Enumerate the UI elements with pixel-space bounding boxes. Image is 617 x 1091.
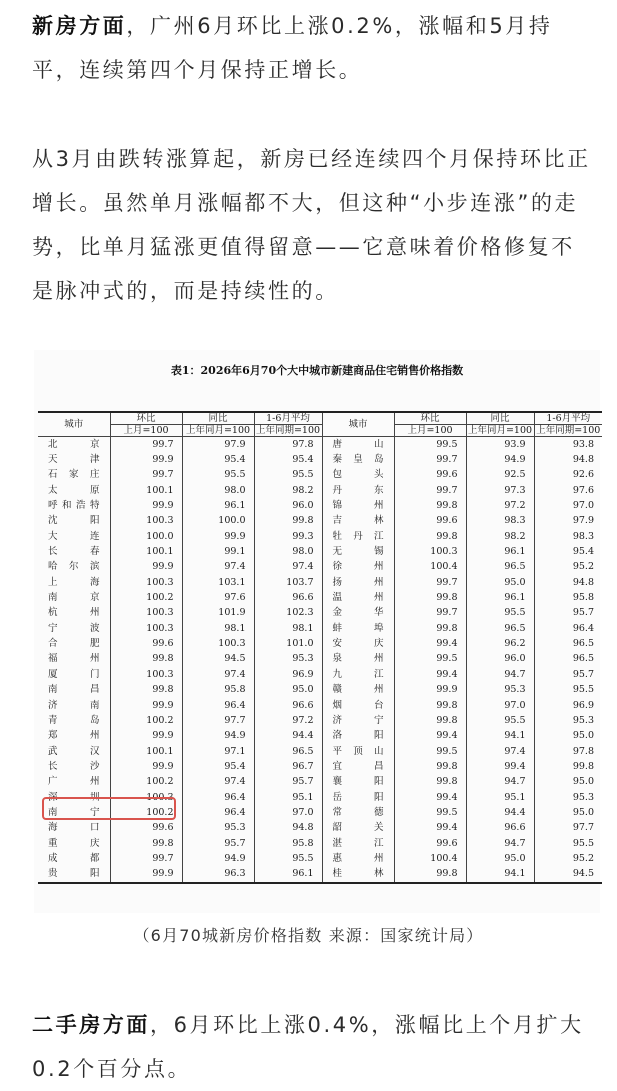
- value-cell: 94.8: [254, 821, 322, 836]
- paragraph-resale-homes-text: ，6月环比上涨0.4%，涨幅比上个月扩大0.2个百分点。: [32, 1013, 584, 1081]
- value-cell: 99.9: [394, 683, 466, 698]
- value-cell: 97.4: [182, 667, 254, 682]
- city-cell: 桂 林: [322, 867, 394, 883]
- value-cell: 97.6: [534, 483, 602, 498]
- table-row: [38, 744, 602, 759]
- value-cell: 92.5: [466, 468, 534, 483]
- value-cell: 94.8: [534, 575, 602, 590]
- value-cell: 99.8: [394, 759, 466, 774]
- value-cell: 94.5: [534, 867, 602, 883]
- value-cell: 100.0: [110, 529, 182, 544]
- table-row: [38, 667, 602, 682]
- city-cell: 福 州: [48, 653, 100, 665]
- value-cell: 95.0: [534, 775, 602, 790]
- value-cell: 99.8: [110, 836, 182, 851]
- city-cell: 扬 州: [322, 575, 394, 590]
- value-cell: 97.0: [534, 498, 602, 513]
- value-cell: 100.0: [182, 514, 254, 529]
- paragraph-new-homes: [32, 4, 592, 92]
- value-cell: 95.2: [534, 851, 602, 866]
- value-cell: 98.1: [254, 621, 322, 636]
- value-cell: 99.3: [254, 529, 322, 544]
- value-cell: 97.4: [466, 744, 534, 759]
- city-cell: 济 宁: [322, 713, 394, 728]
- value-cell: 96.3: [182, 867, 254, 883]
- value-cell: 95.4: [534, 544, 602, 559]
- table-row: [38, 851, 602, 866]
- value-cell: 99.9: [110, 729, 182, 744]
- value-cell: 99.9: [110, 498, 182, 513]
- value-cell: 100.1: [110, 483, 182, 498]
- city-cell: 合 肥: [48, 638, 100, 650]
- city-cell: 沈 阳: [48, 515, 100, 527]
- table-row: [38, 452, 602, 467]
- value-cell: 99.4: [466, 759, 534, 774]
- city-cell: 上 海: [48, 576, 100, 588]
- value-cell: 95.0: [534, 729, 602, 744]
- value-cell: 96.1: [182, 498, 254, 513]
- header-mom-right: 环比: [394, 412, 466, 425]
- header-city-right: 城市: [322, 412, 394, 437]
- value-cell: 95.1: [466, 790, 534, 805]
- value-cell: 96.2: [466, 636, 534, 651]
- value-cell: 97.6: [182, 590, 254, 605]
- city-cell: 徐 州: [322, 560, 394, 575]
- city-cell: 郑 州: [48, 730, 100, 742]
- value-cell: 95.5: [466, 606, 534, 621]
- city-cell: 哈尔滨: [48, 561, 100, 573]
- value-cell: 99.6: [110, 636, 182, 651]
- city-cell: 成 都: [48, 852, 100, 864]
- table-row: [38, 560, 602, 575]
- city-cell: 呼和浩特: [48, 500, 100, 512]
- value-cell: 95.4: [254, 452, 322, 467]
- value-cell: 99.4: [394, 729, 466, 744]
- value-cell: 96.9: [534, 698, 602, 713]
- value-cell: 99.7: [394, 452, 466, 467]
- value-cell: 98.0: [182, 483, 254, 498]
- table-row: [38, 836, 602, 851]
- value-cell: 97.0: [466, 698, 534, 713]
- value-cell: 99.8: [394, 775, 466, 790]
- value-cell: 99.1: [182, 544, 254, 559]
- value-cell: 100.2: [110, 775, 182, 790]
- value-cell: 95.0: [466, 575, 534, 590]
- table-row: [38, 498, 602, 513]
- value-cell: 95.0: [254, 683, 322, 698]
- city-cell: 杭 州: [48, 607, 100, 619]
- value-cell: 99.8: [394, 529, 466, 544]
- value-cell: 96.1: [466, 590, 534, 605]
- city-cell: 武 汉: [48, 745, 100, 757]
- table-row: [38, 544, 602, 559]
- value-cell: 94.9: [182, 851, 254, 866]
- value-cell: 103.1: [182, 575, 254, 590]
- subheader-yoy-right: 上年同月=100: [467, 425, 533, 436]
- value-cell: 97.4: [182, 775, 254, 790]
- city-cell: 襄 阳: [322, 775, 394, 790]
- city-cell: 安 庆: [322, 636, 394, 651]
- header-mom-left: 环比: [110, 412, 182, 425]
- value-cell: 100.3: [110, 514, 182, 529]
- value-cell: 97.0: [254, 805, 322, 820]
- value-cell: 95.5: [466, 713, 534, 728]
- city-cell: 吉 林: [322, 514, 394, 529]
- table-row: [38, 759, 602, 774]
- city-cell: 大 连: [48, 530, 100, 542]
- city-cell: 岳 阳: [322, 790, 394, 805]
- value-cell: 99.7: [110, 468, 182, 483]
- value-cell: 95.3: [534, 713, 602, 728]
- header-yoy-left: 同比: [182, 412, 254, 425]
- value-cell: 96.1: [254, 867, 322, 883]
- value-cell: 96.4: [182, 790, 254, 805]
- subheader-yoy-left: 上年同月=100: [182, 425, 254, 437]
- value-cell: 99.6: [110, 821, 182, 836]
- city-cell: 太 原: [48, 484, 100, 496]
- city-cell: 唐 山: [322, 437, 394, 453]
- value-cell: 98.2: [254, 483, 322, 498]
- value-cell: 100.2: [110, 590, 182, 605]
- table-title: 表1：2026年6月70个大中城市新建商品住宅销售价格指数: [170, 364, 464, 377]
- value-cell: 95.3: [182, 821, 254, 836]
- value-cell: 94.9: [466, 452, 534, 467]
- value-cell: 97.8: [254, 437, 322, 453]
- value-cell: 92.6: [534, 468, 602, 483]
- value-cell: 94.4: [466, 805, 534, 820]
- city-cell: 烟 台: [322, 698, 394, 713]
- value-cell: 93.8: [534, 437, 602, 453]
- table-row: [38, 821, 602, 836]
- value-cell: 99.9: [110, 560, 182, 575]
- value-cell: 94.1: [466, 729, 534, 744]
- city-cell: 常 德: [322, 805, 394, 820]
- value-cell: 96.4: [182, 698, 254, 713]
- value-cell: 99.8: [394, 498, 466, 513]
- table-row: [38, 437, 602, 453]
- city-cell: 重 庆: [48, 837, 100, 849]
- value-cell: 94.7: [466, 667, 534, 682]
- value-cell: 95.0: [534, 805, 602, 820]
- value-cell: 99.8: [394, 698, 466, 713]
- value-cell: 99.6: [394, 468, 466, 483]
- value-cell: 95.8: [254, 836, 322, 851]
- value-cell: 95.3: [466, 683, 534, 698]
- value-cell: 99.9: [182, 529, 254, 544]
- value-cell: 101.0: [254, 636, 322, 651]
- value-cell: 102.3: [254, 606, 322, 621]
- value-cell: 94.7: [466, 775, 534, 790]
- value-cell: 100.1: [110, 544, 182, 559]
- header-city-left: 城市: [38, 412, 110, 437]
- table-row: [38, 529, 602, 544]
- value-cell: 100.3: [110, 790, 182, 805]
- value-cell: 99.8: [534, 759, 602, 774]
- city-cell: 赣 州: [322, 683, 394, 698]
- value-cell: 101.9: [182, 606, 254, 621]
- value-cell: 95.3: [534, 790, 602, 805]
- city-cell: 牡丹江: [322, 529, 394, 544]
- table-caption: （6月70城新房价格指数 来源：国家统计局）: [133, 926, 484, 945]
- value-cell: 95.7: [182, 836, 254, 851]
- table-row: [38, 775, 602, 790]
- value-cell: 99.5: [394, 652, 466, 667]
- value-cell: 96.4: [182, 805, 254, 820]
- subheader-mom-left: 上月=100: [110, 425, 182, 437]
- city-cell: 深 圳: [48, 791, 100, 803]
- table-row: [38, 867, 602, 883]
- table-row: [38, 713, 602, 728]
- city-cell: 温 州: [322, 590, 394, 605]
- value-cell: 97.9: [182, 437, 254, 453]
- city-cell: 泉 州: [322, 652, 394, 667]
- city-cell: 广 州: [48, 776, 100, 788]
- value-cell: 99.8: [394, 867, 466, 883]
- city-cell: 厦 门: [48, 668, 100, 680]
- heading-resale-homes: 二手房方面: [32, 1013, 150, 1037]
- value-cell: 97.2: [466, 498, 534, 513]
- value-cell: 94.5: [182, 652, 254, 667]
- value-cell: 94.7: [466, 836, 534, 851]
- value-cell: 100.3: [110, 606, 182, 621]
- value-cell: 96.5: [534, 636, 602, 651]
- table-row: [38, 468, 602, 483]
- value-cell: 97.7: [534, 821, 602, 836]
- city-cell: 秦皇岛: [322, 452, 394, 467]
- header-yoy-right: 同比: [466, 412, 534, 425]
- table-row: [38, 575, 602, 590]
- city-cell: 包 头: [322, 468, 394, 483]
- header-avg-right: 1-6月平均: [534, 412, 602, 425]
- value-cell: 100.3: [110, 621, 182, 636]
- value-cell: 100.4: [394, 560, 466, 575]
- table-row: [38, 514, 602, 529]
- value-cell: 95.3: [254, 652, 322, 667]
- value-cell: 99.8: [394, 713, 466, 728]
- city-cell: 北 京: [48, 438, 100, 450]
- value-cell: 97.7: [182, 713, 254, 728]
- value-cell: 96.6: [466, 821, 534, 836]
- table-row: [38, 698, 602, 713]
- value-cell: 98.2: [466, 529, 534, 544]
- value-cell: 100.2: [110, 805, 182, 820]
- value-cell: 95.5: [534, 836, 602, 851]
- value-cell: 97.4: [254, 560, 322, 575]
- value-cell: 95.7: [254, 775, 322, 790]
- value-cell: 99.9: [110, 759, 182, 774]
- value-cell: 99.8: [394, 590, 466, 605]
- paragraph-analysis: [32, 137, 592, 313]
- value-cell: 94.9: [182, 729, 254, 744]
- value-cell: 96.5: [534, 652, 602, 667]
- value-cell: 97.2: [254, 713, 322, 728]
- value-cell: 95.1: [254, 790, 322, 805]
- value-cell: 95.5: [254, 468, 322, 483]
- table-image: [34, 350, 600, 913]
- table-row: [38, 621, 602, 636]
- paragraph-new-homes-text: ，广州6月环比上涨0.2%，涨幅和5月持平，连续第四个月保持正增长。: [32, 14, 553, 82]
- value-cell: 99.8: [394, 621, 466, 636]
- value-cell: 98.3: [534, 529, 602, 544]
- value-cell: 99.6: [394, 836, 466, 851]
- city-cell: 青 岛: [48, 714, 100, 726]
- value-cell: 96.5: [466, 560, 534, 575]
- value-cell: 99.7: [394, 606, 466, 621]
- value-cell: 93.9: [466, 437, 534, 453]
- value-cell: 95.2: [534, 560, 602, 575]
- city-cell: 蚌 埠: [322, 621, 394, 636]
- value-cell: 95.5: [182, 468, 254, 483]
- city-cell: 金 华: [322, 606, 394, 621]
- value-cell: 96.4: [534, 621, 602, 636]
- value-cell: 95.4: [182, 759, 254, 774]
- value-cell: 94.1: [466, 867, 534, 883]
- value-cell: 96.1: [466, 544, 534, 559]
- table-row: [38, 590, 602, 605]
- value-cell: 99.5: [394, 437, 466, 453]
- value-cell: 97.4: [182, 560, 254, 575]
- value-cell: 97.1: [182, 744, 254, 759]
- city-cell: 海 口: [48, 822, 100, 834]
- value-cell: 96.5: [466, 621, 534, 636]
- city-cell: 宁 波: [48, 622, 100, 634]
- city-cell: 天 津: [48, 454, 100, 466]
- value-cell: 100.1: [110, 744, 182, 759]
- city-cell: 惠 州: [322, 851, 394, 866]
- value-cell: 96.6: [254, 590, 322, 605]
- value-cell: 95.8: [182, 683, 254, 698]
- value-cell: 103.7: [254, 575, 322, 590]
- value-cell: 99.8: [254, 514, 322, 529]
- guangzhou-highlight-box: [42, 797, 176, 820]
- value-cell: 99.6: [394, 514, 466, 529]
- city-cell: 南 京: [48, 592, 100, 604]
- value-cell: 100.4: [394, 851, 466, 866]
- table-row: [38, 483, 602, 498]
- city-cell: 长 春: [48, 546, 100, 558]
- value-cell: 97.9: [534, 514, 602, 529]
- subheader-mom-right: 上月=100: [394, 425, 466, 437]
- value-cell: 96.0: [254, 498, 322, 513]
- value-cell: 99.5: [394, 805, 466, 820]
- value-cell: 96.7: [254, 759, 322, 774]
- city-cell: 无 锡: [322, 544, 394, 559]
- value-cell: 97.3: [466, 483, 534, 498]
- city-cell: 宜 昌: [322, 759, 394, 774]
- city-cell: 丹 东: [322, 483, 394, 498]
- city-cell: 锦 州: [322, 498, 394, 513]
- value-cell: 98.0: [254, 544, 322, 559]
- value-cell: 95.8: [534, 590, 602, 605]
- value-cell: 97.8: [534, 744, 602, 759]
- value-cell: 99.9: [110, 452, 182, 467]
- value-cell: 94.4: [254, 729, 322, 744]
- value-cell: 100.3: [110, 575, 182, 590]
- table-row: [38, 606, 602, 621]
- subheader-avg-right: 上年同期=100: [534, 425, 602, 437]
- value-cell: 99.4: [394, 636, 466, 651]
- value-cell: 95.7: [534, 606, 602, 621]
- value-cell: 99.7: [394, 483, 466, 498]
- value-cell: 99.7: [110, 851, 182, 866]
- value-cell: 99.9: [110, 867, 182, 883]
- city-cell: 湛 江: [322, 836, 394, 851]
- city-cell: 洛 阳: [322, 729, 394, 744]
- value-cell: 95.0: [466, 851, 534, 866]
- table-row: [38, 652, 602, 667]
- value-cell: 100.3: [394, 544, 466, 559]
- value-cell: 100.3: [110, 667, 182, 682]
- city-cell: 贵 阳: [38, 867, 110, 883]
- value-cell: 95.5: [534, 683, 602, 698]
- value-cell: 100.3: [182, 636, 254, 651]
- city-cell: 南 宁: [48, 806, 100, 818]
- table-row: [38, 636, 602, 651]
- value-cell: 98.1: [182, 621, 254, 636]
- value-cell: 99.9: [110, 698, 182, 713]
- value-cell: 96.6: [254, 698, 322, 713]
- table-row: [38, 683, 602, 698]
- city-cell: 南 昌: [48, 684, 100, 696]
- header-avg-left: 1-6月平均: [254, 412, 322, 425]
- subheader-avg-left: 上年同期=100: [255, 425, 321, 436]
- value-cell: 94.8: [534, 452, 602, 467]
- value-cell: 98.3: [466, 514, 534, 529]
- value-cell: 99.4: [394, 667, 466, 682]
- heading-new-homes: 新房方面: [32, 14, 127, 38]
- city-cell: 长 沙: [48, 760, 100, 772]
- value-cell: 99.4: [394, 821, 466, 836]
- value-cell: 99.7: [110, 437, 182, 453]
- city-cell: 平顶山: [322, 744, 394, 759]
- city-cell: 济 南: [48, 699, 100, 711]
- paragraph-analysis-text: 从3月由跌转涨算起，新房已经连续四个月保持环比正增长。虽然单月涨幅都不大，但这种“小步连涨”的走势，比单月猛涨更值得留意——它意味着价格修复不是脉冲式的，而是持续性的。: [32, 147, 591, 303]
- paragraph-resale-homes: [32, 1003, 592, 1091]
- city-cell: 韶 关: [322, 821, 394, 836]
- value-cell: 100.2: [110, 713, 182, 728]
- value-cell: 96.0: [466, 652, 534, 667]
- value-cell: 99.8: [110, 683, 182, 698]
- table-row: [38, 729, 602, 744]
- value-cell: 99.4: [394, 790, 466, 805]
- value-cell: 99.8: [110, 652, 182, 667]
- value-cell: 95.7: [534, 667, 602, 682]
- value-cell: 99.7: [394, 575, 466, 590]
- city-cell: 九 江: [322, 667, 394, 682]
- value-cell: 96.9: [254, 667, 322, 682]
- city-cell: 石家庄: [48, 469, 100, 481]
- value-cell: 95.5: [254, 851, 322, 866]
- value-cell: 99.5: [394, 744, 466, 759]
- value-cell: 96.5: [254, 744, 322, 759]
- value-cell: 95.4: [182, 452, 254, 467]
